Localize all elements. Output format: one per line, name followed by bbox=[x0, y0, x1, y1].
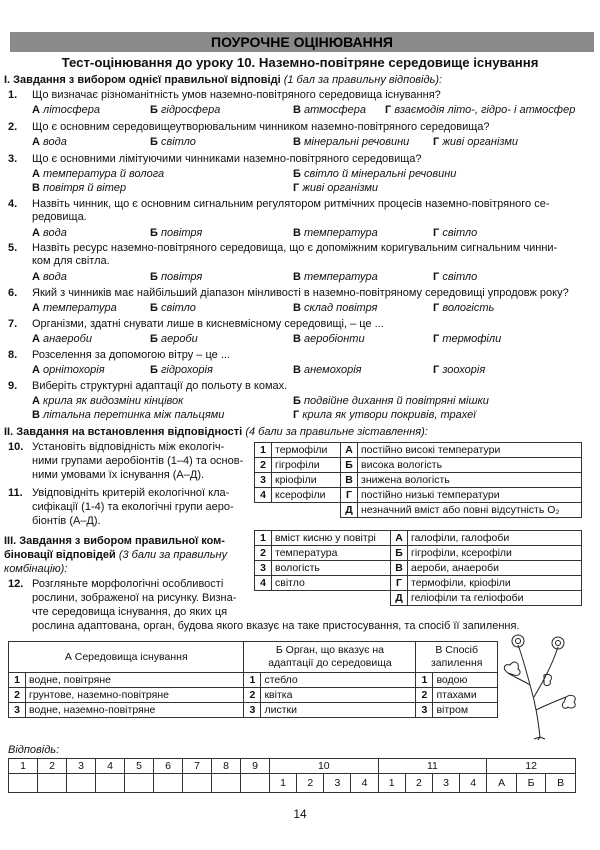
q4-option-a[interactable]: А вода bbox=[32, 227, 67, 239]
cell: 4 bbox=[255, 488, 272, 503]
q4-text: Назвіть чинник, що є основним сигнальним регулятором ритмічних процесів наземно-повітряного се- bbox=[32, 198, 550, 210]
q2-text: Що є основним середовищеутворювальним чинником наземно-повітряного середовища? bbox=[32, 121, 490, 133]
table-header-row bbox=[9, 642, 498, 673]
table-row bbox=[255, 561, 582, 576]
cell: 3 bbox=[9, 703, 26, 718]
cell: 1 bbox=[244, 673, 261, 688]
section-3-title-line-2: біновації відповідей (3 бали за правильну bbox=[4, 549, 228, 561]
cell: 1 bbox=[255, 531, 272, 546]
q9-option-d[interactable]: Г крила як утвори покривів, трахеї bbox=[293, 409, 476, 421]
cell: постійно високі температури bbox=[358, 443, 582, 458]
cell: незначний вміст або повні відсутність O₂ bbox=[358, 503, 582, 518]
cell: А bbox=[341, 443, 358, 458]
cell: стебло bbox=[261, 673, 416, 688]
cell: знижена вологість bbox=[358, 473, 582, 488]
cell: постійно низькі температури bbox=[358, 488, 582, 503]
cell: вологість bbox=[272, 561, 391, 576]
q2-option-a[interactable]: А вода bbox=[32, 136, 67, 148]
table-row bbox=[255, 458, 582, 473]
cell: Д bbox=[341, 503, 358, 518]
q9-option-a[interactable]: А крила як видозміни кінцівок bbox=[32, 395, 184, 407]
cell: 10 bbox=[270, 759, 379, 774]
cell: геліофіли та геліофоби bbox=[408, 591, 582, 606]
cell: гігрофіли bbox=[272, 458, 341, 473]
q2-number: 2. bbox=[8, 121, 18, 133]
q9-text: Виберіть структурні адаптації до польоту в комах. bbox=[32, 380, 288, 392]
cell: 3 bbox=[416, 703, 433, 718]
cell: 3 bbox=[255, 473, 272, 488]
cell: 12 bbox=[487, 759, 576, 774]
table-row bbox=[255, 591, 582, 606]
q12-line-3: чте середовища існування, до яких ця bbox=[32, 606, 228, 618]
cell: Г bbox=[341, 488, 358, 503]
cell: 2 bbox=[244, 688, 261, 703]
cell: гігрофіли, ксерофіли bbox=[408, 546, 582, 561]
q3-text: Що є основними лімітуючими чинниками наземно-повітряного середовища? bbox=[32, 153, 422, 165]
q11-line-3: біонтів (А–Д). bbox=[32, 515, 101, 527]
answer-cell[interactable] bbox=[38, 774, 67, 793]
cell: 3 bbox=[67, 759, 96, 774]
q7-text: Організми, здатні снувати лише в кисневмісному середовищі, – це ... bbox=[32, 318, 384, 330]
answer-cell[interactable] bbox=[96, 774, 125, 793]
cell: А bbox=[391, 531, 408, 546]
q6-option-c[interactable]: В склад повітря bbox=[293, 302, 378, 314]
q3-option-b[interactable]: Б світло й мінеральні речовини bbox=[293, 168, 457, 180]
q11-line-1: Увідповідніть критерій екологічної кла- bbox=[32, 487, 230, 499]
table-row bbox=[255, 473, 582, 488]
q8-text: Розселення за допомогою вітру – це ... bbox=[32, 349, 230, 361]
cell: 1 bbox=[255, 443, 272, 458]
q8-option-a[interactable]: А орнітохорія bbox=[32, 364, 105, 376]
page-number: 14 bbox=[293, 807, 307, 821]
table-row bbox=[255, 443, 582, 458]
q6-number: 6. bbox=[8, 287, 18, 299]
cell: ксерофіли bbox=[272, 488, 341, 503]
answer-cell[interactable] bbox=[154, 774, 183, 793]
q5-option-a[interactable]: А вода bbox=[32, 271, 67, 283]
q7-option-a[interactable]: А анаероби bbox=[32, 333, 92, 345]
cell: галофіли, галофоби bbox=[408, 531, 582, 546]
table-row bbox=[255, 576, 582, 591]
cell: птахами bbox=[433, 688, 498, 703]
q12-line-2: рослини, зображеної на рисунку. Визна- bbox=[32, 592, 237, 604]
cell: 3 bbox=[255, 561, 272, 576]
q7-option-d[interactable]: Г термофіли bbox=[433, 333, 502, 345]
q10-matching-table bbox=[254, 442, 582, 518]
header-cell: Б Орган, що вказує на адаптації до середовища bbox=[244, 642, 416, 673]
q12-line-4: рослина адаптована, орган, будова якого вказує на таке пристосування, та спосіб її запилення. bbox=[32, 620, 520, 632]
cell: Б bbox=[516, 774, 545, 793]
answer-header-row bbox=[9, 759, 576, 774]
q10-line-1: Установіть відповідність між екологіч- bbox=[32, 441, 225, 453]
q4-number: 4. bbox=[8, 198, 18, 210]
cell: 2 bbox=[297, 774, 324, 793]
q12-number: 12. bbox=[8, 578, 24, 590]
cell: світло bbox=[272, 576, 391, 591]
cell: кріофіли bbox=[272, 473, 341, 488]
q3-option-d[interactable]: Г живі організми bbox=[293, 182, 379, 194]
cell: В bbox=[341, 473, 358, 488]
cell: 3 bbox=[432, 774, 459, 793]
cell: Г bbox=[391, 576, 408, 591]
q11-line-2: сифікації (1-4) та екологічні групи аеро- bbox=[32, 501, 234, 513]
q2-option-c[interactable]: В мінеральні речовини bbox=[293, 136, 410, 148]
cell: водне, повітряне bbox=[26, 673, 244, 688]
answer-input-row bbox=[9, 774, 576, 793]
table-row bbox=[255, 546, 582, 561]
cell: 2 bbox=[38, 759, 67, 774]
q12-combination-table bbox=[8, 641, 498, 718]
q5-number: 5. bbox=[8, 242, 18, 254]
q7-option-c[interactable]: В аеробіонти bbox=[293, 333, 365, 345]
header-cell: В Спосіб запилення bbox=[416, 642, 498, 673]
cell: 1 bbox=[270, 774, 297, 793]
q3-option-a[interactable]: А температура й волога bbox=[32, 168, 165, 180]
cell: термофіли bbox=[272, 443, 341, 458]
cell: 2 bbox=[416, 688, 433, 703]
cell: 2 bbox=[255, 546, 272, 561]
q8-option-c[interactable]: В анемохорія bbox=[293, 364, 362, 376]
section-3-note: комбінацію): bbox=[4, 563, 68, 575]
cell: 7 bbox=[183, 759, 212, 774]
cell: 2 bbox=[9, 688, 26, 703]
cell: А bbox=[487, 774, 517, 793]
cell: 4 bbox=[460, 774, 487, 793]
q1-number: 1. bbox=[8, 89, 18, 101]
cell: 1 bbox=[9, 759, 38, 774]
cell: 5 bbox=[125, 759, 154, 774]
q7-option-b[interactable]: Б аероби bbox=[150, 333, 198, 345]
plant-illustration bbox=[500, 625, 590, 740]
cell: вітром bbox=[433, 703, 498, 718]
table-row bbox=[255, 503, 582, 518]
cell: 2 bbox=[405, 774, 432, 793]
cell: 6 bbox=[154, 759, 183, 774]
answer-cell[interactable] bbox=[212, 774, 241, 793]
q10-number: 10. bbox=[8, 441, 24, 453]
cell: грунтове, наземно-повітряне bbox=[26, 688, 244, 703]
q1-option-b[interactable]: Б гідросфера bbox=[150, 104, 221, 116]
cell: 9 bbox=[241, 759, 270, 774]
q8-number: 8. bbox=[8, 349, 18, 361]
cell: 8 bbox=[212, 759, 241, 774]
q3-number: 3. bbox=[8, 153, 18, 165]
page-title: Тест-оцінювання до уроку 10. Наземно-повітряне середовище існування bbox=[61, 55, 539, 70]
q4-option-b[interactable]: Б повітря bbox=[150, 227, 203, 239]
q4-option-d[interactable]: Г світло bbox=[433, 227, 478, 239]
q5-text: Назвіть ресурс наземно-повітряного середовища, що є допоміжним коригувальним сигнальним чинни- bbox=[32, 242, 558, 254]
cell: Б bbox=[341, 458, 358, 473]
q1-option-c[interactable]: В атмосфера bbox=[293, 104, 366, 116]
q10-line-2: ними групами аеробіонтів (1–4) та основ- bbox=[32, 455, 244, 467]
q5-text-2: ком для світла. bbox=[32, 255, 110, 267]
cell: 4 bbox=[96, 759, 125, 774]
q1-text: Що визначає різноманітність умов наземно-повітряного середовища існування? bbox=[32, 89, 441, 101]
answer-cell[interactable] bbox=[67, 774, 96, 793]
cell: аероби, анаероби bbox=[408, 561, 582, 576]
q11-number: 11. bbox=[8, 487, 23, 499]
section-2-title: II. Завдання на встановлення відповідності (4 бали за правильне зіставлення): bbox=[4, 426, 428, 438]
cell: 1 bbox=[416, 673, 433, 688]
answer-cell[interactable] bbox=[125, 774, 154, 793]
q6-option-b[interactable]: Б світло bbox=[150, 302, 196, 314]
q6-text: Який з чинників має найбільший діапазон мінливості в наземно-повітряному середовищі упродовж року? bbox=[32, 287, 569, 299]
q9-number: 9. bbox=[8, 380, 18, 392]
q6-option-d[interactable]: Г вологість bbox=[433, 302, 495, 314]
q11-matching-table bbox=[254, 530, 582, 606]
answer-cell[interactable] bbox=[9, 774, 38, 793]
table-row bbox=[255, 488, 582, 503]
header-cell: А Середовища існування bbox=[9, 642, 244, 673]
q3-option-c[interactable]: В повітря й вітер bbox=[32, 182, 127, 194]
cell: В bbox=[546, 774, 576, 793]
section-3-title-line-1: III. Завдання з вибором правильної ком- bbox=[4, 535, 225, 547]
q9-option-b[interactable]: Б подвійне дихання й повітряні мішки bbox=[293, 395, 489, 407]
table-row bbox=[9, 688, 498, 703]
cell: 4 bbox=[351, 774, 378, 793]
cell: термофіли, кріофіли bbox=[408, 576, 582, 591]
cell: 1 bbox=[378, 774, 405, 793]
cell: 11 bbox=[378, 759, 487, 774]
q5-option-c[interactable]: В температура bbox=[293, 271, 378, 283]
q2-option-d[interactable]: Г живі організми bbox=[433, 136, 519, 148]
q1-option-a[interactable]: А літосфера bbox=[32, 104, 100, 116]
q2-option-b[interactable]: Б світло bbox=[150, 136, 196, 148]
q12-line-1: Розгляньте морфологічні особливості bbox=[32, 578, 224, 590]
cell: 3 bbox=[324, 774, 351, 793]
q8-option-b[interactable]: Б гідрохорія bbox=[150, 364, 213, 376]
q6-option-a[interactable]: А температура bbox=[32, 302, 117, 314]
cell: 3 bbox=[244, 703, 261, 718]
table-row bbox=[9, 703, 498, 718]
q8-option-d[interactable]: Г зоохорія bbox=[433, 364, 486, 376]
answer-cell[interactable] bbox=[183, 774, 212, 793]
cell: 1 bbox=[9, 673, 26, 688]
cell: водою bbox=[433, 673, 498, 688]
answer-grid bbox=[8, 758, 576, 793]
q10-line-3: ними умовами їх існування (А–Д). bbox=[32, 469, 205, 481]
q1-option-d[interactable]: Г взаємодія літо-, гідро- і атмосфер bbox=[385, 104, 576, 116]
q5-option-b[interactable]: Б повітря bbox=[150, 271, 203, 283]
cell: вміст кисню у повітрі bbox=[272, 531, 391, 546]
q4-option-c[interactable]: В температура bbox=[293, 227, 378, 239]
banner-text: ПОУРОЧНЕ ОЦІНЮВАННЯ bbox=[211, 34, 393, 50]
answers-label: Відповідь: bbox=[8, 744, 60, 756]
cell: В bbox=[391, 561, 408, 576]
section-1-title: I. Завдання з вибором однієї правильної відповіді (1 бал за правильну відповідь): bbox=[4, 74, 443, 86]
q5-option-d[interactable]: Г світло bbox=[433, 271, 478, 283]
q7-number: 7. bbox=[8, 318, 18, 330]
cell: температура bbox=[272, 546, 391, 561]
cell: висока вологість bbox=[358, 458, 582, 473]
answer-cell[interactable] bbox=[241, 774, 270, 793]
header-banner bbox=[10, 32, 594, 52]
cell: 4 bbox=[255, 576, 272, 591]
cell: квітка bbox=[261, 688, 416, 703]
table-row bbox=[255, 531, 582, 546]
cell: водне, наземно-повітряне bbox=[26, 703, 244, 718]
cell: листки bbox=[261, 703, 416, 718]
q9-option-c[interactable]: В літальна перетинка між пальцями bbox=[32, 409, 225, 421]
q4-text-2: редовища. bbox=[32, 211, 87, 223]
cell: 2 bbox=[255, 458, 272, 473]
cell: Д bbox=[391, 591, 408, 606]
cell: Б bbox=[391, 546, 408, 561]
table-row bbox=[9, 673, 498, 688]
